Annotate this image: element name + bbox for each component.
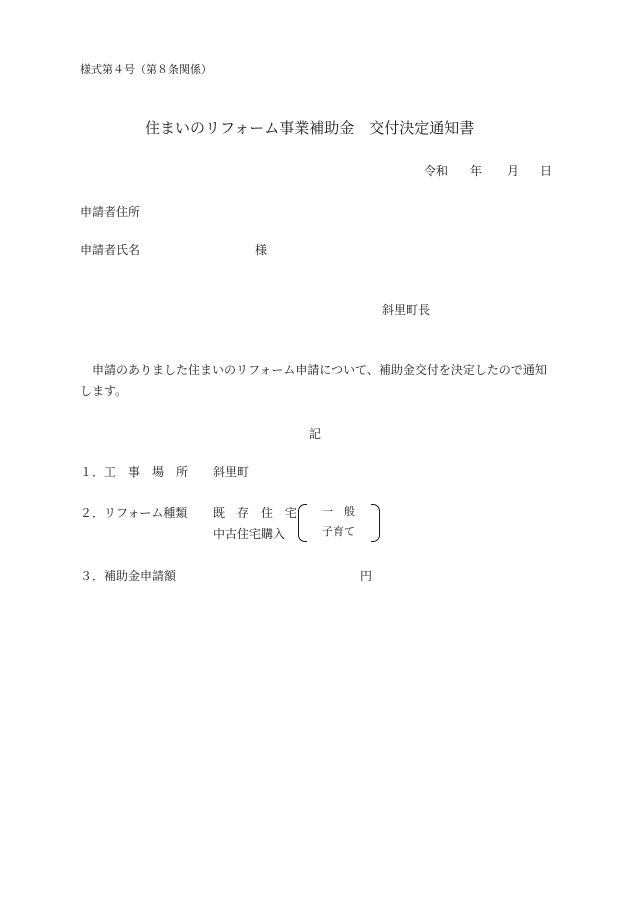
date-month: 月 <box>507 164 520 178</box>
item2-option-existing: 既 存 住 宅 <box>213 506 298 520</box>
item1-value: 斜里町 <box>213 465 250 479</box>
item2-sub-childcare: 子育て <box>322 525 355 538</box>
item2-option-used: 中古住宅購入 <box>213 527 286 541</box>
item3-label: ３．補助金申請額 <box>80 569 177 583</box>
issuer: 斜里町長 <box>382 303 431 317</box>
applicant-address-label: 申請者住所 <box>80 205 141 219</box>
body-text-line1: 申請のありました住まいのリフォーム申請について、補助金交付を決定したので通知 <box>92 363 547 377</box>
left-bracket <box>298 504 307 542</box>
date-year: 年 <box>470 164 483 178</box>
applicant-name-label: 申請者氏名 <box>80 243 141 257</box>
item2-label: ２．リフォーム種類 <box>80 506 188 520</box>
form-number: 様式第４号（第８条関係） <box>80 63 212 76</box>
right-bracket <box>371 504 380 542</box>
document-title: 住まいのリフォーム事業補助金 交付決定通知書 <box>145 119 475 137</box>
honorific: 様 <box>255 243 268 257</box>
item2-sub-general: 一 般 <box>322 505 355 518</box>
item1-label: １．工 事 場 所 <box>80 465 189 479</box>
date-era: 令和 <box>424 164 449 178</box>
body-text-line2: します。 <box>80 384 128 398</box>
ki-heading: 記 <box>309 427 322 441</box>
date-day: 日 <box>540 164 553 178</box>
item3-unit: 円 <box>360 569 373 583</box>
